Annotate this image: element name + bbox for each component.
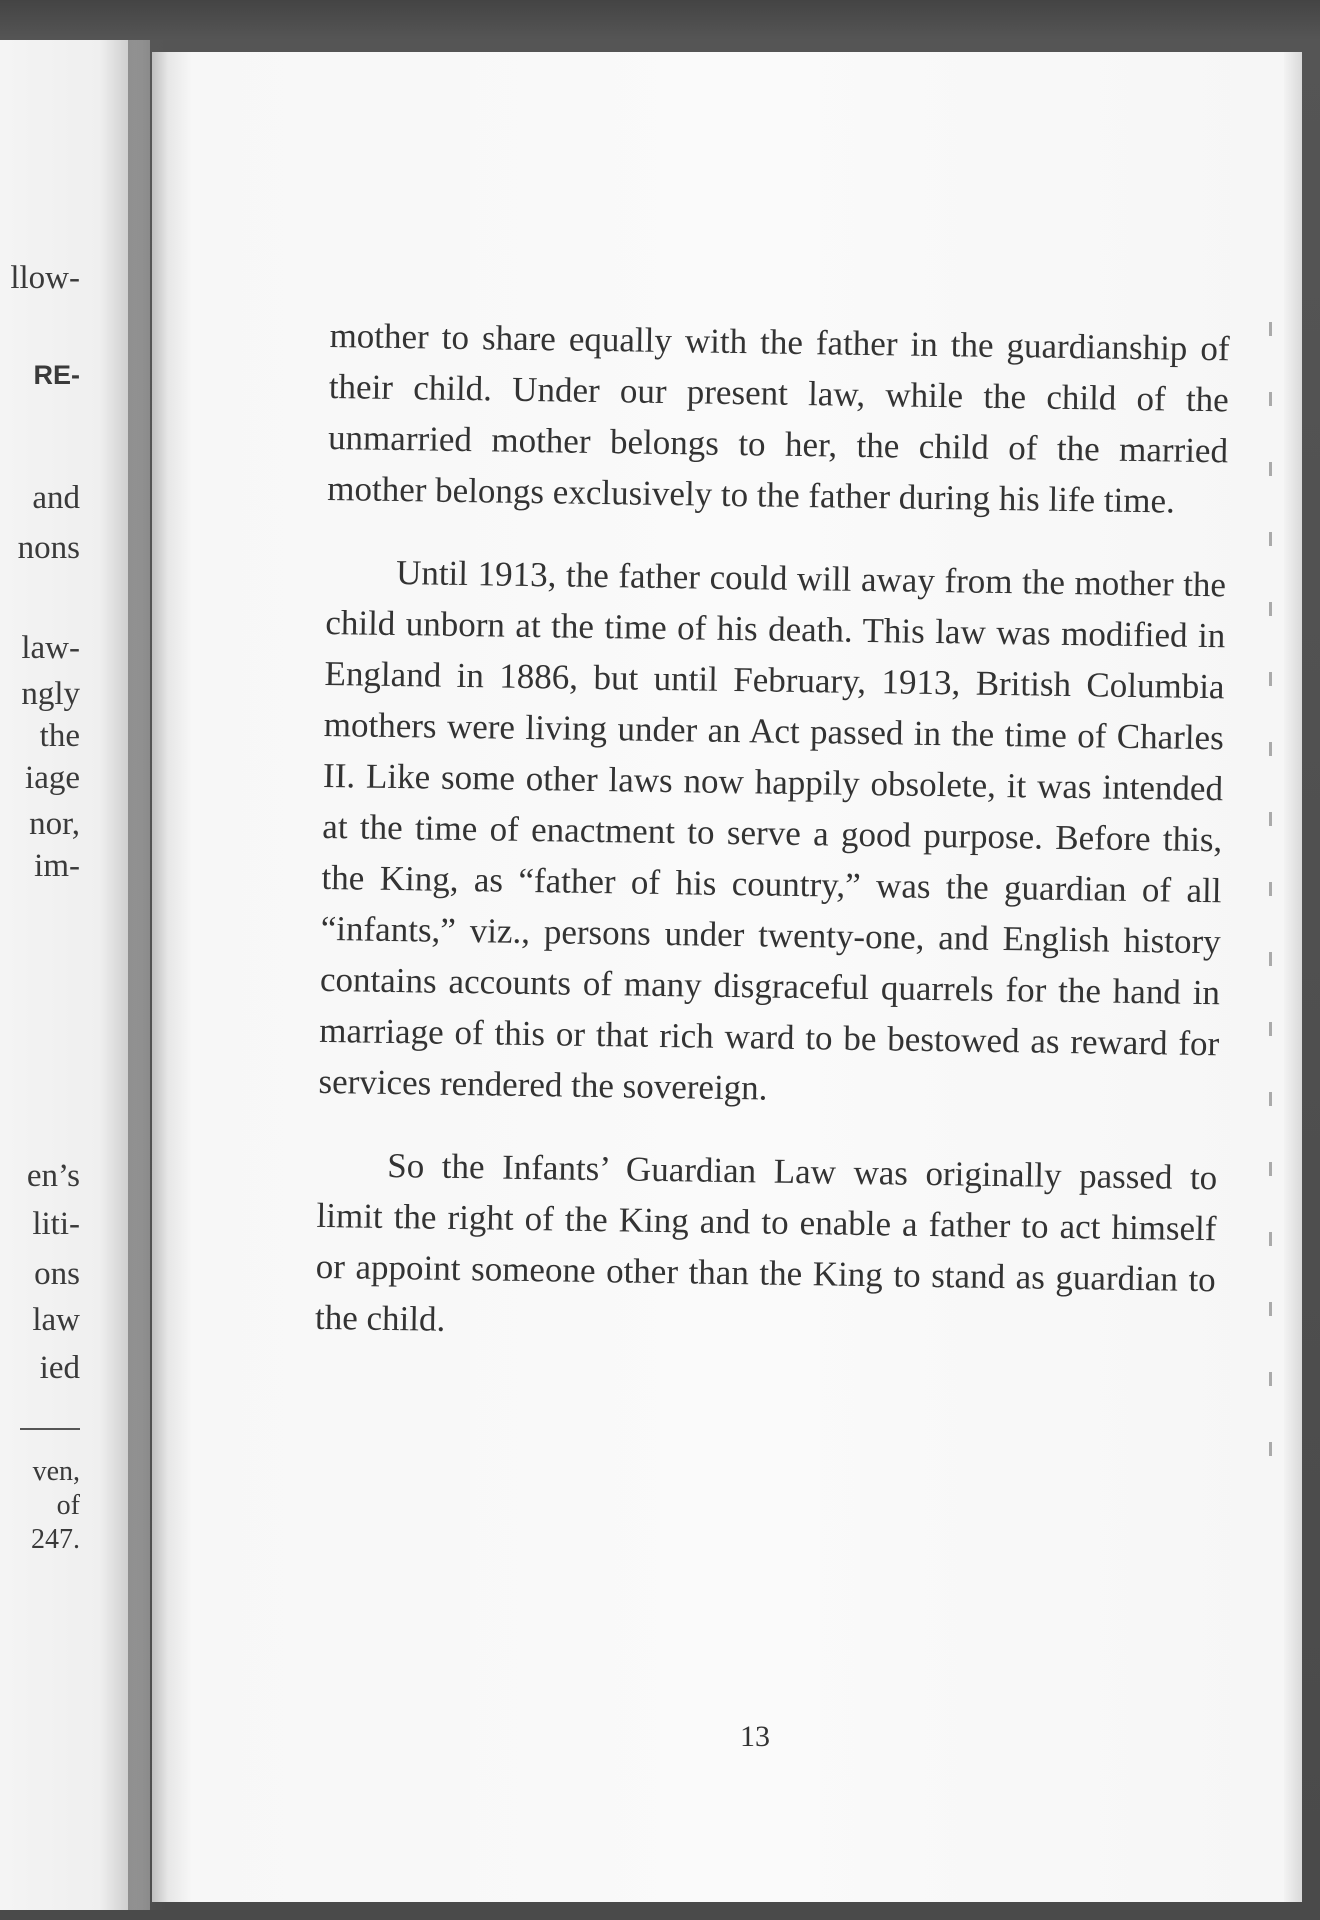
left-page-line: of bbox=[56, 1490, 80, 1521]
page-edge bbox=[1284, 52, 1302, 1902]
left-page-line: nons bbox=[17, 530, 80, 566]
book-gutter-shadow bbox=[128, 40, 168, 1910]
margin-marks bbox=[1269, 322, 1272, 1472]
left-page-line: en’s bbox=[26, 1158, 80, 1194]
footnote-rule bbox=[20, 1428, 80, 1430]
page-number: 13 bbox=[740, 1720, 770, 1753]
left-page-line: ven, bbox=[32, 1456, 80, 1487]
left-page-line: liti- bbox=[32, 1206, 80, 1242]
left-page-line: 247. bbox=[31, 1524, 80, 1555]
left-page-line: law- bbox=[21, 630, 80, 666]
left-page-line: law bbox=[32, 1302, 80, 1338]
left-page-line: the bbox=[39, 718, 80, 754]
book-page bbox=[152, 52, 1302, 1902]
left-page-line: ied bbox=[39, 1350, 80, 1386]
paragraph: mother to share equally with the father in the guardianship of their child. Under our present law, while the child of the unmarried mother belongs to her, the child of the married mother belongs exclusively to the father during his life time. bbox=[327, 315, 1230, 521]
left-page-line: RE- bbox=[33, 360, 80, 390]
left-page-line: nor, bbox=[29, 806, 80, 842]
left-page-line: ngly bbox=[21, 676, 80, 712]
left-page-line: llow- bbox=[10, 260, 80, 296]
paragraph: Until 1913, the father could will away from the mother the child unborn at the time of his death. This law was modified in England in 1886, but until February, 1913, British Columbia mothers were living under an Act passed in the time of Charles II. Like some other laws now happily obsolete, it was intended at the time of enactment to serve a good purpose. Before this, the King, as “father of his country,” was the guardian of all “infants,” viz., persons under twenty-one, and English history contains accounts of many disgraceful quarrels for the hand in marriage of this or that rich ward to be bestowed as reward for services rendered the sovereign. bbox=[318, 553, 1227, 1108]
left-page-line: ons bbox=[34, 1256, 80, 1292]
left-page-line: and bbox=[32, 480, 80, 516]
left-page-line: iage bbox=[25, 760, 80, 796]
paragraph: So the Infants’ Guardian Law was originally passed to limit the right of the King and to enable a father to act himself or appoint someone other than the King to stand as guardian to the child. bbox=[314, 1145, 1218, 1339]
left-page-line: im- bbox=[34, 848, 80, 884]
body-text bbox=[314, 310, 1230, 1388]
